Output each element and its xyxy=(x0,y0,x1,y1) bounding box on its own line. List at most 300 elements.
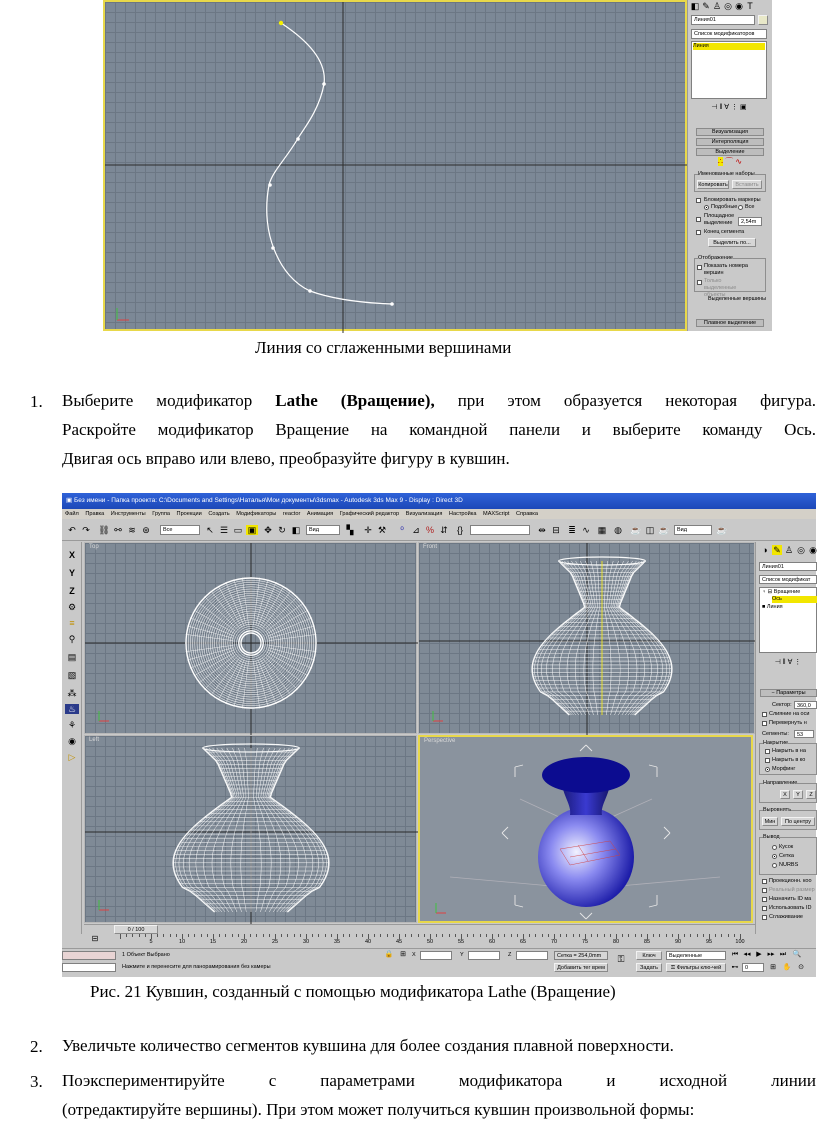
show-vertex-numbers-label: Показать номера вершин xyxy=(704,263,748,276)
select-manipulate-icon[interactable]: ✛ xyxy=(364,525,372,535)
menu-help[interactable]: Справка xyxy=(516,511,538,517)
lock-handles-label: Блокировать маркеры xyxy=(704,197,761,203)
all-label: Все xyxy=(745,204,755,210)
track-tick xyxy=(659,934,660,937)
step2-text: Увеличьте количество сегментов кувшина для более создания плавной поверхности. xyxy=(62,1036,674,1055)
go-to-start-icon[interactable]: ⏮ xyxy=(731,951,739,958)
viewport-top[interactable] xyxy=(84,542,417,734)
track-tick xyxy=(356,934,357,937)
track-tick-label: 100 xyxy=(735,939,745,945)
track-tick xyxy=(449,934,450,937)
axis-tripod-icon xyxy=(436,903,446,913)
axis-tripod-icon xyxy=(99,711,109,721)
show-vertex-numbers-checkbox[interactable] xyxy=(697,265,702,270)
track-tick xyxy=(188,934,189,937)
lock-selection-icon[interactable]: 🔒 xyxy=(384,951,394,958)
track-tick xyxy=(734,934,735,937)
z-axis-icon[interactable]: Z xyxy=(69,586,75,596)
track-tick xyxy=(287,934,288,937)
track-tick xyxy=(380,934,381,937)
track-tick xyxy=(405,934,406,937)
smooth-checkbox[interactable] xyxy=(762,915,767,920)
viewport-top-label: Top xyxy=(89,544,99,550)
create-tab-icon[interactable]: ◑ xyxy=(762,545,768,555)
track-tick xyxy=(635,934,636,937)
viewport-perspective[interactable] xyxy=(418,735,753,923)
track-tick xyxy=(548,934,549,937)
render-last-icon[interactable]: ☕ xyxy=(716,525,728,535)
axis-tripod-icon xyxy=(99,900,109,910)
rollout-interpolation[interactable]: Интерполяция xyxy=(696,138,764,146)
menu-tools[interactable]: Инструменты xyxy=(110,511,146,517)
track-tick-label: 20 xyxy=(240,939,248,945)
menu-views[interactable]: Проекции xyxy=(176,511,202,517)
render-frame-icon[interactable]: ◫ xyxy=(645,525,655,535)
menu-edit[interactable]: Правка xyxy=(85,511,105,517)
zoom-icon[interactable]: 🔍 xyxy=(792,951,802,958)
alike-label: Подобные xyxy=(711,204,738,210)
use-shape-ids-label: Использовать ID xyxy=(769,905,812,911)
display-tab-icon[interactable]: ◉ xyxy=(809,545,817,555)
rollout-toggle-icon: − xyxy=(771,690,777,696)
out-mesh-radio[interactable] xyxy=(772,854,777,859)
cap-start-label: Накрыть в на xyxy=(772,748,806,754)
use-shape-ids-checkbox[interactable] xyxy=(762,906,767,911)
menu-reactor[interactable]: reactor xyxy=(282,511,301,517)
x-coord-label: X xyxy=(412,952,416,958)
pivot-icon[interactable]: ▚ xyxy=(346,525,354,535)
time-slider-handle[interactable] xyxy=(114,925,158,934)
vertex-segment-spline-icons[interactable]: ∴ ⌒ ∿ xyxy=(717,157,743,166)
bind-icon[interactable]: ⊛ xyxy=(142,525,150,535)
segments-field[interactable]: 53 xyxy=(794,730,814,738)
time-config-icon[interactable]: ⊞ xyxy=(770,964,776,971)
select-object-icon[interactable]: ↖ xyxy=(206,525,214,535)
undo-icon[interactable]: ↶ xyxy=(68,525,76,535)
track-tick xyxy=(194,934,195,937)
dir-x-button[interactable]: X xyxy=(780,790,790,799)
motion-tab-icon[interactable]: ◎ xyxy=(797,545,805,555)
track-tick xyxy=(387,934,388,937)
selected-only-checkbox[interactable] xyxy=(697,280,702,285)
track-tick xyxy=(300,934,301,937)
align-icon[interactable]: ⊟ xyxy=(552,525,560,535)
track-tick-label: 25 xyxy=(271,939,279,945)
hierarchy-icon[interactable]: ♙ xyxy=(712,1,722,11)
track-tick-label: 30 xyxy=(302,939,310,945)
percent-snap-icon[interactable]: % xyxy=(425,525,434,535)
weld-core-checkbox[interactable] xyxy=(762,712,767,717)
current-frame-field[interactable]: 0 xyxy=(742,963,764,972)
gen-mat-ids-checkbox[interactable] xyxy=(762,897,767,902)
degrees-field[interactable]: 360,0 xyxy=(794,701,817,709)
stack-line-icon: ■ xyxy=(762,604,767,610)
selected-only-label: Только выделенные объекты xyxy=(704,278,737,298)
bulb-icon: ♀ ⊟ xyxy=(762,589,774,595)
figure1-screenshot xyxy=(103,0,772,331)
rect-selection-icon[interactable]: ▭ xyxy=(233,525,243,535)
menu-maxscript[interactable]: MAXScript xyxy=(483,511,510,517)
snap-toggle-icon[interactable]: ⚲ xyxy=(68,634,76,644)
area-selection-label: Площадное выделение xyxy=(704,213,735,226)
stack-item-line-label: Линия xyxy=(766,604,783,610)
flip-normals-checkbox[interactable] xyxy=(762,721,767,726)
schematic-view-icon[interactable]: ▦ xyxy=(597,525,607,535)
track-tick xyxy=(176,934,177,937)
key-mode-icon[interactable]: ⊷ xyxy=(731,964,739,971)
maxscript-listener-2[interactable] xyxy=(62,963,116,972)
menu-file[interactable]: Файл xyxy=(65,511,79,517)
track-tick xyxy=(145,934,146,937)
y-axis-icon[interactable]: Y xyxy=(68,568,75,578)
smooth-label: Сглаживание xyxy=(769,914,803,920)
track-tick xyxy=(442,934,443,937)
axis-constraint-toolbar xyxy=(62,542,82,934)
redo-icon[interactable]: ↷ xyxy=(82,525,90,535)
paste-button[interactable]: Вставить xyxy=(732,180,762,189)
stack-toolbar-icons-2[interactable]: ⊣ ‖ ∀ ⋮ xyxy=(774,659,802,666)
area-value-field[interactable]: 2,54m xyxy=(738,217,762,226)
track-tick xyxy=(610,934,611,937)
modifier-list-dropdown-2[interactable]: Список модификат xyxy=(759,575,817,584)
track-tick xyxy=(132,934,133,937)
cloth-icon[interactable]: ⚘ xyxy=(67,720,77,730)
axis-tripod-icon xyxy=(117,308,129,320)
track-tick xyxy=(721,934,722,937)
spline-curve xyxy=(105,2,689,333)
rollout-parameters-label: Параметры xyxy=(776,690,806,696)
constraint-icon[interactable]: ≡ xyxy=(69,618,75,628)
track-tick xyxy=(535,934,536,937)
vase-front-wireframe xyxy=(419,543,756,735)
orbit-icon[interactable]: ⊙ xyxy=(798,964,804,971)
viewport-front[interactable] xyxy=(418,542,755,734)
snap-3d-icon[interactable]: ⁰ xyxy=(400,525,404,535)
utilities-icon[interactable]: T xyxy=(747,1,753,11)
rollout-rendering[interactable]: Визуализация xyxy=(696,128,764,136)
align-label: Выровнять xyxy=(763,807,792,813)
viewport-front-label: Front xyxy=(423,544,438,550)
step1-line2: Раскройте модификатор Вращение на командной панели и выберите команду Ось. xyxy=(62,420,816,439)
track-tick xyxy=(517,934,518,937)
track-bar[interactable] xyxy=(84,934,755,948)
rollout-soft-selection[interactable]: Плавное выделение xyxy=(696,319,764,327)
track-tick-label: 60 xyxy=(488,939,496,945)
real-world-checkbox[interactable] xyxy=(762,888,767,893)
command-panel xyxy=(687,0,772,331)
out-patch-label: Кусок xyxy=(779,844,794,850)
xy-axis-icon[interactable]: ⚙ xyxy=(67,602,77,612)
play-icon[interactable]: ▷ xyxy=(68,752,76,762)
track-tick xyxy=(684,934,685,937)
track-tick-label: 65 xyxy=(519,939,527,945)
reference-coord-dropdown[interactable]: Вид xyxy=(306,525,340,535)
track-tick xyxy=(157,934,158,937)
stack-item-line[interactable] xyxy=(693,43,765,50)
edit-named-sel-icon[interactable]: {} xyxy=(456,525,463,535)
prompt-line: Нажмите и перенесите для панорамирования без камеры xyxy=(122,964,271,970)
select-by-name-icon[interactable]: ☰ xyxy=(219,525,229,535)
track-tick-label: 40 xyxy=(364,939,372,945)
play-animation-icon[interactable]: ▶ xyxy=(756,951,762,958)
track-tick xyxy=(120,934,121,939)
selected-set-dropdown[interactable]: Выделенные xyxy=(666,951,726,960)
track-tick-label: 75 xyxy=(581,939,589,945)
render-setup-icon[interactable]: ☕ xyxy=(630,525,642,535)
track-tick xyxy=(374,934,375,937)
all-radio[interactable] xyxy=(738,205,743,210)
display-label: Отображение xyxy=(698,255,733,261)
step1-number: 1. xyxy=(30,392,43,411)
menu-group[interactable]: Группа xyxy=(152,511,170,517)
vase-perspective-shaded xyxy=(420,737,755,925)
menu-customize[interactable]: Настройка xyxy=(448,511,477,517)
particles-icon[interactable]: ⁂ xyxy=(67,688,77,698)
step1-line1-end: при этом образуется некоторая фигура. xyxy=(457,391,817,410)
segments-label: Сегменты: xyxy=(762,731,789,737)
unlink-icon[interactable]: ⚯ xyxy=(114,525,122,535)
align-center-button[interactable]: По центру xyxy=(781,817,815,826)
track-tick xyxy=(139,934,140,937)
step1-line1 xyxy=(62,386,816,415)
frame-counter: 0 / 100 xyxy=(127,927,145,933)
stack-item-label: Линия xyxy=(693,43,709,49)
app-icon: ▣ xyxy=(66,497,74,504)
stack-item-lathe-label: Вращение xyxy=(773,589,801,595)
out-mesh-label: Сетка xyxy=(779,853,794,859)
out-patch-radio[interactable] xyxy=(772,845,777,850)
track-tick xyxy=(455,934,456,937)
layer-icon[interactable]: ▤ xyxy=(67,652,77,662)
bind-space-warp-icon[interactable]: ≋ xyxy=(128,525,136,535)
step1-modifier-name: Lathe (Вращение), xyxy=(275,391,435,410)
step3-line1: Поэкспериментируйте с параметрами модификатора и исходной линии xyxy=(62,1071,816,1090)
track-tick-label: 35 xyxy=(333,939,341,945)
step1-line1-start: Выберите модификатор xyxy=(62,391,253,410)
window-title: Без имени - Папка проекта: C:\Documents and Settings\Наталья\Мои документы\3dsmax - Autodesk 3ds Max 9 - Display : Direct 3D xyxy=(73,497,463,504)
gen-mapping-label: Проекционн. коо xyxy=(769,878,812,884)
trackbar-toggle-icon[interactable]: ⊟ xyxy=(91,934,99,943)
track-tick xyxy=(504,934,505,937)
track-tick-label: 70 xyxy=(550,939,558,945)
track-tick xyxy=(653,934,654,937)
rollout-selection[interactable]: Выделение xyxy=(696,148,764,156)
command-panel-2 xyxy=(755,542,816,934)
stack-item-lathe[interactable] xyxy=(762,589,817,596)
next-frame-icon[interactable]: ▸▸ xyxy=(767,951,775,958)
y-coord-field[interactable] xyxy=(468,951,500,960)
cap-start-checkbox[interactable] xyxy=(765,749,770,754)
reactor-icon[interactable]: ♨ xyxy=(65,704,79,714)
vase-left-wireframe xyxy=(85,736,418,924)
out-nurbs-radio[interactable] xyxy=(772,863,777,868)
track-tick xyxy=(591,934,592,937)
rollout-parameters[interactable] xyxy=(760,689,817,697)
prev-frame-icon[interactable]: ◂◂ xyxy=(743,951,751,958)
material-editor-icon[interactable]: ◍ xyxy=(614,525,622,535)
track-tick xyxy=(424,934,425,937)
stack-toolbar-icons[interactable]: ⊣ ‖ ∀ ⋮ ▣ xyxy=(711,104,747,111)
menu-modifiers[interactable]: Модификаторы xyxy=(236,511,277,517)
track-tick-label: 45 xyxy=(395,939,403,945)
area-selection-checkbox[interactable] xyxy=(696,217,701,222)
track-tick xyxy=(560,934,561,937)
figure2-caption: Рис. 21 Кувшин, созданный с помощью модификатора Lathe (Вращение) xyxy=(90,982,616,1001)
time-slider[interactable] xyxy=(84,924,755,934)
stack-item-line-2[interactable] xyxy=(762,604,817,611)
dir-z-button[interactable]: Z xyxy=(806,790,816,799)
auto-key-button[interactable]: Ключ xyxy=(636,951,662,960)
track-tick-label: 80 xyxy=(612,939,620,945)
track-tick-label: 85 xyxy=(643,939,651,945)
set-key-button[interactable]: Задать xyxy=(636,963,662,972)
track-tick xyxy=(225,934,226,937)
track-tick xyxy=(467,934,468,937)
move-icon[interactable]: ✥ xyxy=(264,525,272,535)
z-coord-field[interactable] xyxy=(516,951,548,960)
gen-mapping-checkbox[interactable] xyxy=(762,879,767,884)
stack-item-axis-label: Ось xyxy=(772,596,782,602)
hierarchy-tab-icon[interactable]: ♙ xyxy=(784,545,794,555)
maxscript-listener[interactable] xyxy=(62,951,116,960)
alike-radio[interactable] xyxy=(704,205,709,210)
y-coord-label: Y xyxy=(460,952,464,958)
menu-create[interactable]: Создать xyxy=(208,511,230,517)
front-viewport[interactable] xyxy=(103,0,687,331)
track-tick xyxy=(566,934,567,937)
step3-line2: (отредактируйте вершины). При этом может получиться кувшин произвольной формы: xyxy=(62,1100,695,1119)
track-tick xyxy=(573,934,574,937)
track-tick xyxy=(362,934,363,937)
mirror-icon[interactable]: ⇹ xyxy=(538,525,546,535)
keyboard-shortcut-icon[interactable]: ⚒ xyxy=(377,525,387,535)
copy-button[interactable]: Копировать xyxy=(698,182,728,188)
lock-handles-checkbox[interactable] xyxy=(696,198,701,203)
track-tick xyxy=(411,934,412,937)
x-axis-icon[interactable]: X xyxy=(68,550,75,560)
track-tick-label: 95 xyxy=(705,939,713,945)
track-tick xyxy=(170,934,171,937)
track-tick xyxy=(281,934,282,937)
track-tick xyxy=(480,934,481,937)
motion-icon[interactable]: ◎ xyxy=(724,1,732,11)
weld-core-label: Слияние на оси xyxy=(769,711,810,717)
named-sets-label: Именованные наборы xyxy=(698,171,755,177)
menu-animation[interactable]: Анимация xyxy=(306,511,334,517)
track-tick xyxy=(628,934,629,937)
track-tick xyxy=(325,934,326,937)
step3-number: 3. xyxy=(30,1072,43,1091)
cap-end-label: Накрыть в ко xyxy=(772,757,806,763)
morph-radio[interactable] xyxy=(765,767,770,772)
track-tick-label: 90 xyxy=(674,939,682,945)
viewport-perspective-label: Perspective xyxy=(424,738,456,744)
figure1-caption: Линия со сглаженными вершинами xyxy=(255,338,512,357)
step1-line3: Двигая ось вправо или влево, преобразуйте фигуру в кувшин. xyxy=(62,449,510,468)
rotate-icon[interactable]: ↻ xyxy=(278,525,286,535)
segment-end-checkbox[interactable] xyxy=(696,230,701,235)
track-tick xyxy=(542,934,543,937)
track-tick xyxy=(703,934,704,937)
track-tick xyxy=(715,934,716,937)
named-selection-dropdown[interactable] xyxy=(470,525,530,535)
track-tick-label: 50 xyxy=(426,939,434,945)
object-color-swatch[interactable] xyxy=(758,15,768,25)
viewport-left-label: Left xyxy=(89,737,100,743)
viewport-left[interactable] xyxy=(84,735,417,923)
selection-filter-dropdown[interactable]: Все xyxy=(160,525,200,535)
object-name-field-2[interactable]: Линия01 xyxy=(759,562,817,571)
pan-icon[interactable]: ✋ xyxy=(782,964,792,971)
display-icon[interactable]: ◉ xyxy=(735,1,743,11)
track-tick xyxy=(263,934,264,937)
link-icon[interactable]: ⛓ xyxy=(98,525,110,535)
key-icon[interactable]: ⚿ xyxy=(617,954,625,964)
pin-stack-icon[interactable]: ◧ xyxy=(690,1,700,11)
track-tick xyxy=(486,934,487,937)
gen-mat-ids-label: Назначить ID ма xyxy=(769,896,812,902)
key-filters-button[interactable] xyxy=(666,963,726,972)
go-to-end-icon[interactable]: ⏭ xyxy=(779,951,787,958)
track-bar-ticks xyxy=(84,934,755,948)
eye-icon[interactable]: ◉ xyxy=(68,736,76,746)
spinner-snap-icon[interactable]: ⇵ xyxy=(440,525,448,535)
track-tick xyxy=(690,934,691,937)
object-name-field[interactable]: Линия01 xyxy=(691,15,755,25)
modify-icon[interactable]: ✎ xyxy=(702,1,710,11)
track-tick xyxy=(597,934,598,937)
cap-end-checkbox[interactable] xyxy=(765,758,770,763)
layer-manager-icon[interactable]: ≣ xyxy=(568,525,576,535)
track-tick xyxy=(529,934,530,937)
track-tick xyxy=(672,934,673,937)
angle-snap-icon[interactable]: ⊿ xyxy=(412,525,420,535)
vase-top-wireframe xyxy=(85,543,418,735)
absolute-mode-icon[interactable]: ⊞ xyxy=(400,951,406,958)
real-world-label: Реальный размер xyxy=(769,887,815,893)
track-tick xyxy=(294,934,295,937)
add-time-tag-button[interactable]: Добавить тег врем xyxy=(554,963,608,972)
curve-editor-icon[interactable]: ∿ xyxy=(582,525,590,535)
track-tick xyxy=(163,934,164,937)
select-by-button[interactable]: Выделить по... xyxy=(708,238,756,247)
track-tick xyxy=(697,934,698,937)
track-tick xyxy=(393,934,394,937)
render-icon[interactable]: ▧ xyxy=(67,670,77,680)
track-tick xyxy=(349,934,350,937)
key-filters-icon: ⚿ xyxy=(670,965,677,971)
scale-icon[interactable]: ◧ xyxy=(291,525,301,535)
window-crossing-icon[interactable]: ▣ xyxy=(247,525,257,535)
modifier-list-dropdown[interactable]: Список модификаторов xyxy=(691,29,767,39)
track-tick xyxy=(219,934,220,937)
stack-item-axis[interactable] xyxy=(772,596,817,603)
menu-rendering[interactable]: Визуализация xyxy=(405,511,443,517)
menu-graph-editors[interactable]: Графический редактор xyxy=(339,511,400,517)
modify-tab-icon[interactable]: ✎ xyxy=(773,545,781,555)
step2-number: 2. xyxy=(30,1037,43,1056)
track-tick-label: 15 xyxy=(209,939,217,945)
render-type-dropdown[interactable]: Вид xyxy=(674,525,712,535)
track-tick xyxy=(238,934,239,937)
track-tick xyxy=(343,934,344,937)
align-min-button[interactable]: Мин xyxy=(762,817,778,826)
x-coord-field[interactable] xyxy=(420,951,452,960)
quick-render-icon[interactable]: ☕ xyxy=(658,525,670,535)
status-bar xyxy=(62,948,816,977)
axis-tripod-icon xyxy=(433,711,443,721)
dir-y-button[interactable]: Y xyxy=(793,790,803,799)
